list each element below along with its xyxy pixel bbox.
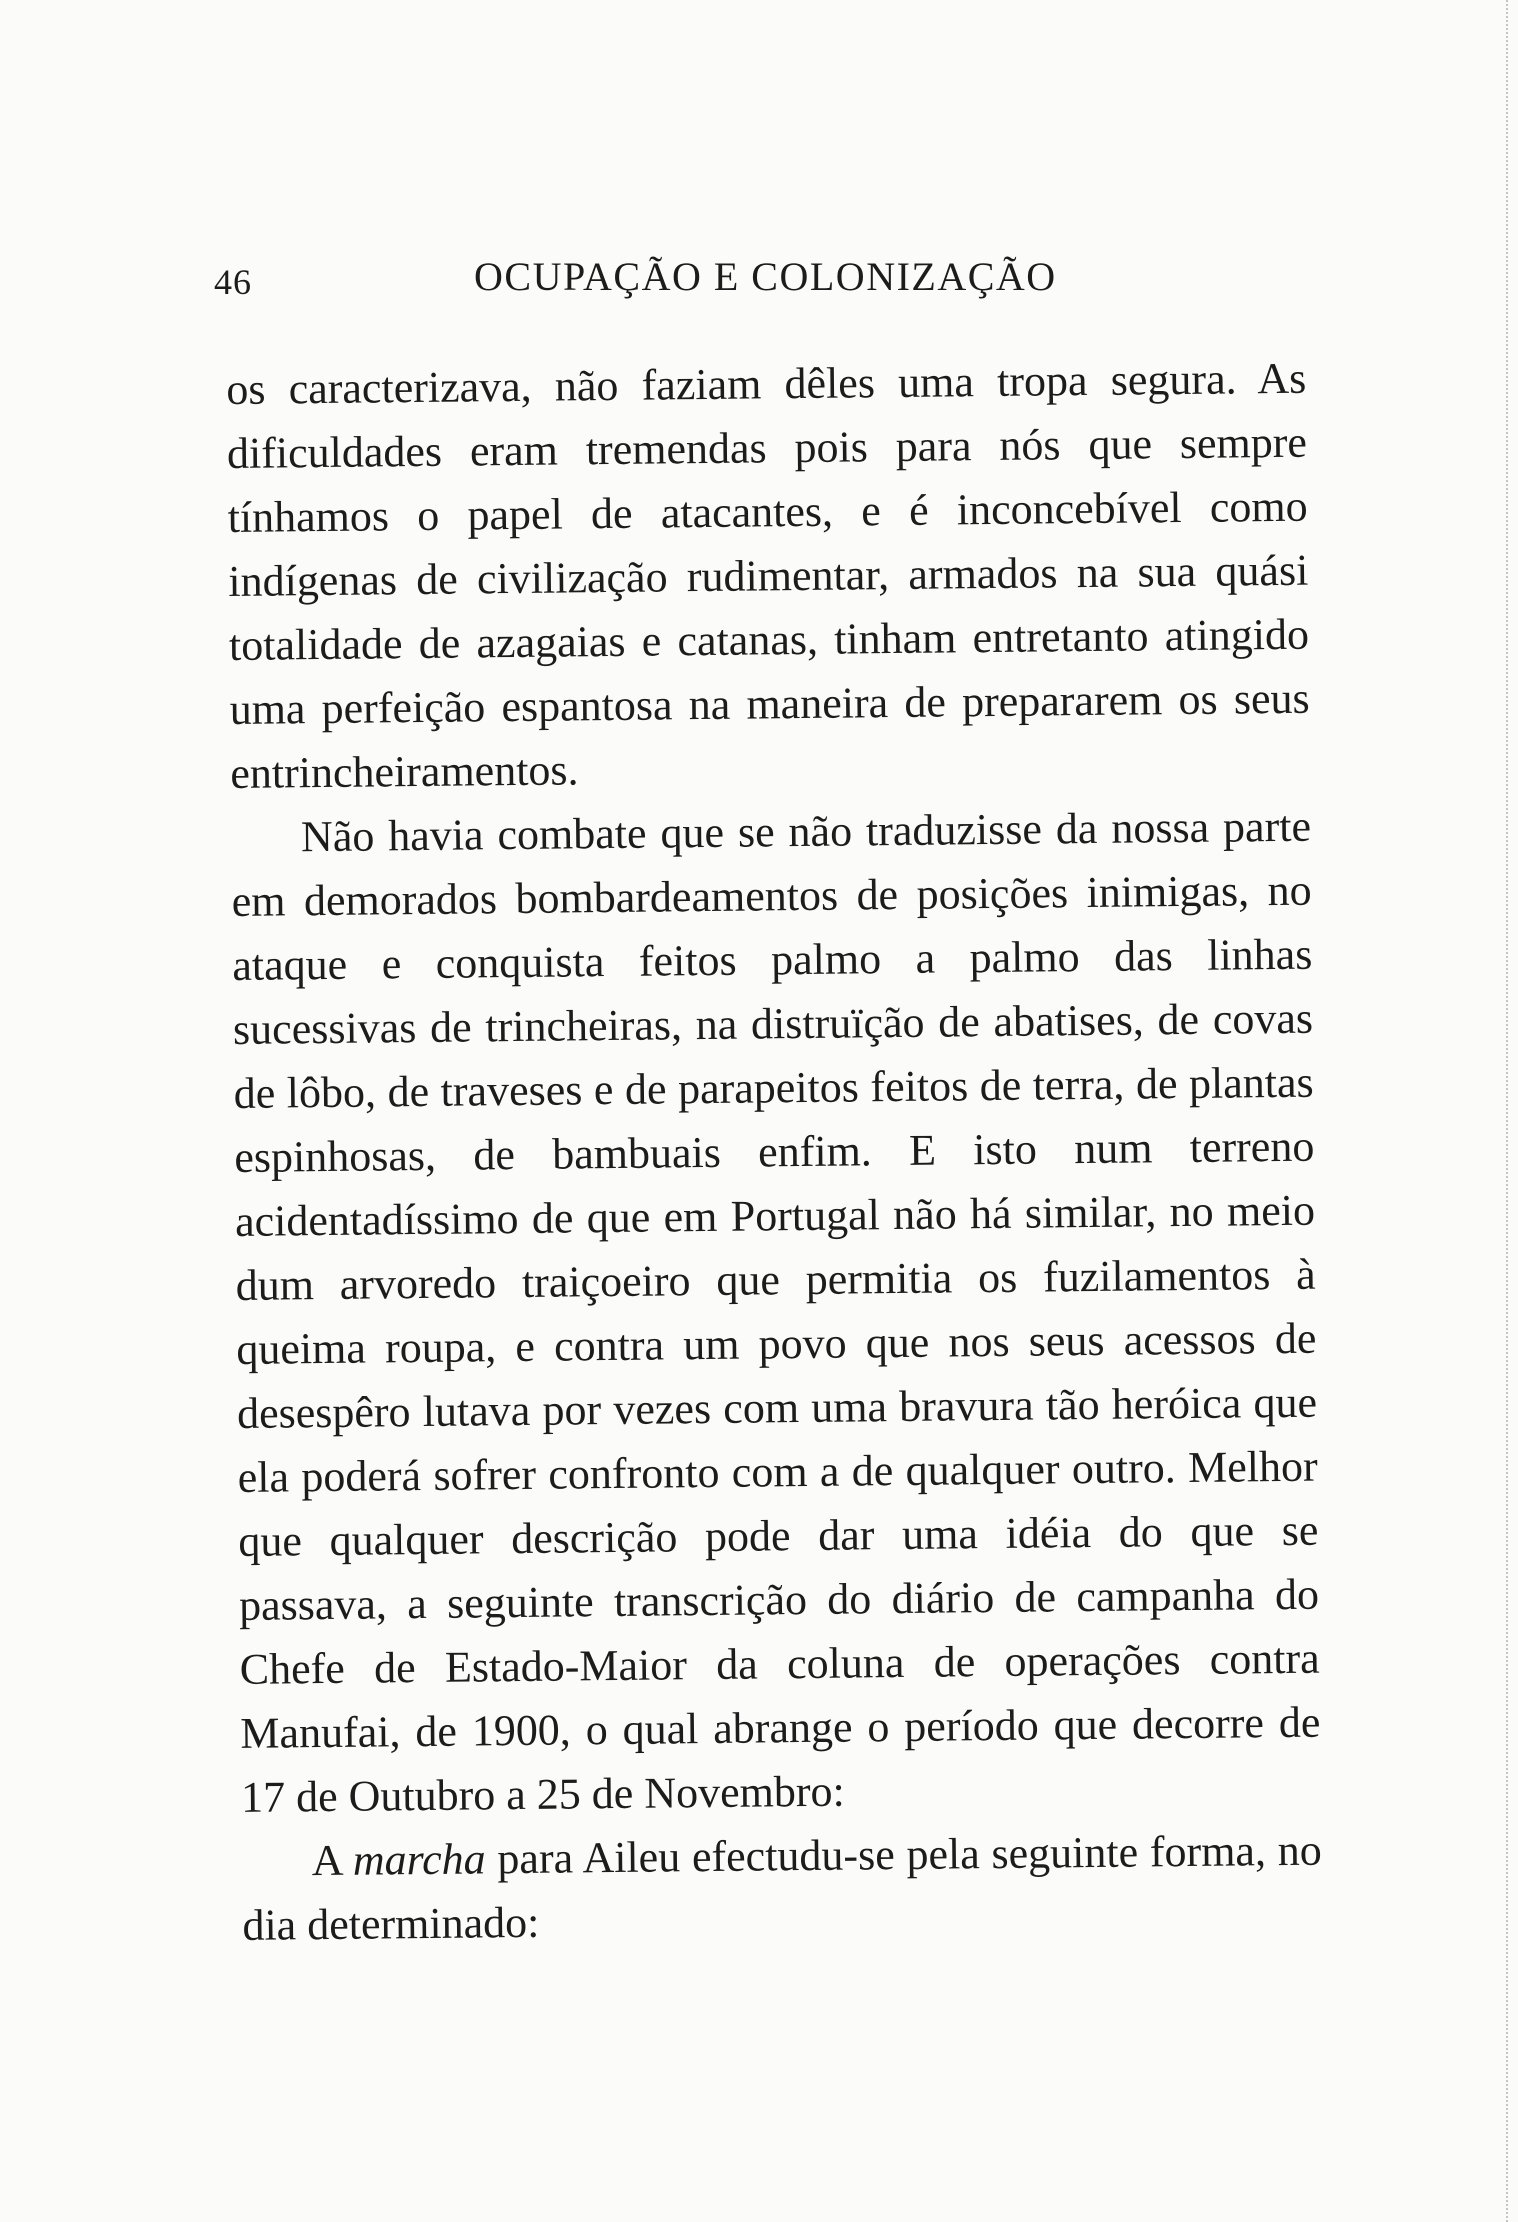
- paragraph-1: os caracterizava, não faziam dêles uma tropa segura. As dificuldades eram tremendas pois para nós que sempre tínhamos o papel de atacantes, e é inconcebível como indígenas de civilização rudimentar, armados na sua quási totalidade de azagaias e catanas, tinham entretanto atingido uma perfeição espantosa na maneira de prepararem os seus entrincheiramentos.: [226, 353, 1310, 798]
- page-number: 46: [214, 262, 252, 302]
- page-header: [214, 253, 1314, 313]
- page-edge-decoration: [1506, 0, 1512, 2222]
- paragraph-3-start: A: [311, 1835, 354, 1886]
- running-head: OCUPAÇÃO E COLONIZAÇÃO: [474, 254, 1057, 299]
- body-text: [226, 347, 1323, 1958]
- paragraph-3-italic: marcha: [352, 1834, 486, 1885]
- paragraph-3: [241, 1819, 1322, 1958]
- paragraph-2: Não havia combate que se não traduzisse da nossa parte em demorados bombardeamentos de posições inimigas, no ataque e conquista feitos palmo a palmo das linhas sucessivas de trincheiras, na distruïção de abatises, de covas de lôbo, de traveses e de parapeitos feitos de terra, de plantas espinhosas, de bambuais enfim. E isto num terreno acidentadíssimo de que em Portugal não há similar, no meio dum arvoredo traiçoeiro que permitia os fuzilamentos à queima roupa, e contra um povo que nos seus acessos de desespêro lutava por vezes com uma bravura tão heróica que ela poderá sofrer confronto com a de qualquer outro. Melhor que qualquer descrição pode dar uma idéia do que se passava, a seguinte transcrição do diário de campanha do Chefe de Estado-Maior da coluna de operações contra Manufai, de 1900, o qual abrange o período que decorre de 17 de Outubro a 25 de Novembro:: [231, 801, 1321, 1822]
- paragraph-3-end: para Aileu efectudu-se pela seguinte forma, no dia determinado:: [242, 1825, 1322, 1950]
